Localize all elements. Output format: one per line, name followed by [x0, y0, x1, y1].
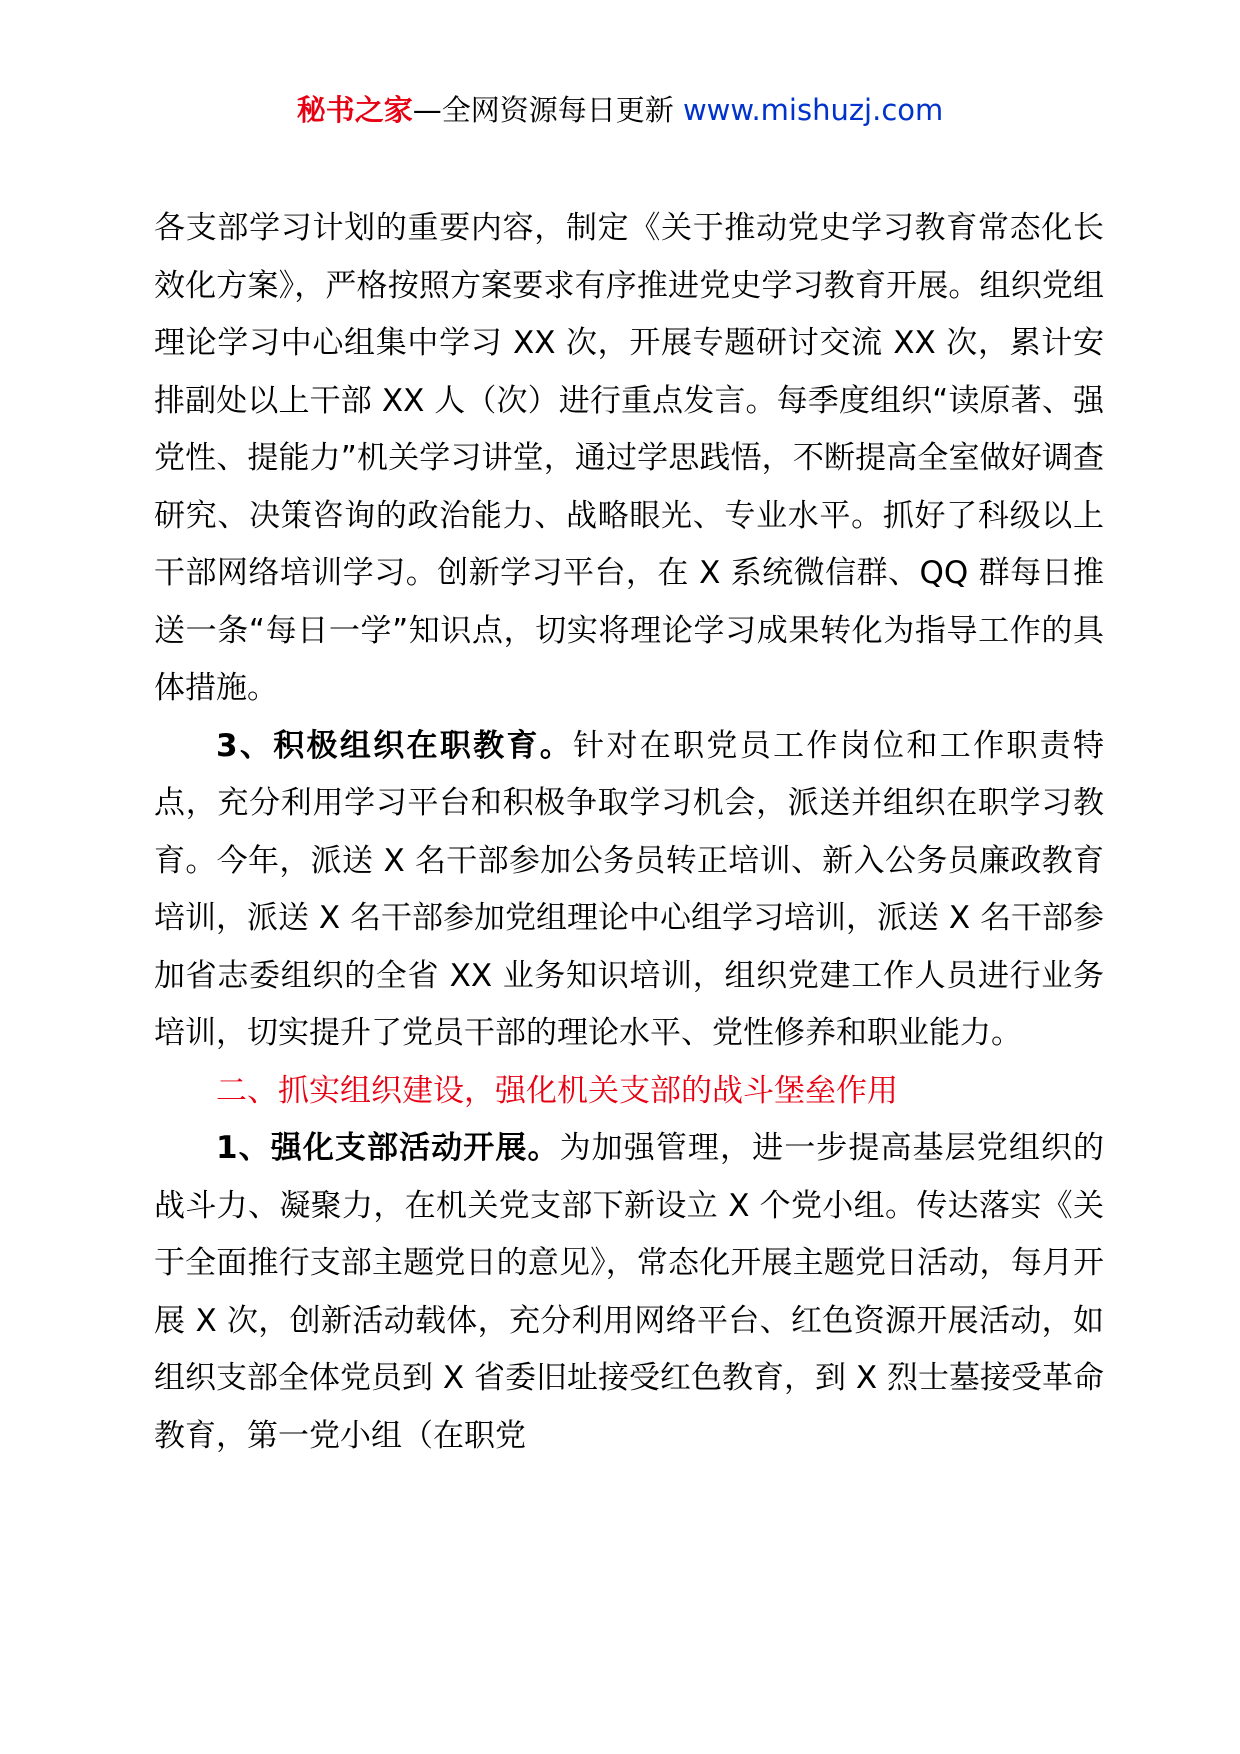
paragraph-text: 为加强管理，进一步提高基层党组织的战斗力、凝聚力，在机关党支部下新设立 X 个党小组。传达落实《关于全面推行支部主题党日的意见》，常态化开展主题党日活动，每月开展 X 次，创新活动载体，充分利用网络平台、红色资源开展活动，如组织支部全体党员到 X 省委旧址接受红色教育，到 X 烈士墓接受革命教育，第一党小组（在职党	[154, 1130, 1104, 1454]
paragraph-branch-activities	[154, 1120, 1104, 1465]
brand-name: 秘书之家	[296, 93, 413, 127]
document-body	[154, 200, 1104, 1465]
website-link[interactable]: www.mishuzj.com	[682, 93, 944, 127]
paragraph-in-service-education	[154, 718, 1104, 1063]
paragraph-study-plan: 各支部学习计划的重要内容，制定《关于推动党史学习教育常态化长效化方案》，严格按照方案要求有序推进党史学习教育开展。组织党组理论学习中心组集中学习 XX 次，开展专题研讨交流 XX 次，累计安排副处以上干部 XX 人（次）进行重点发言。每季度组织“读原著、强党性、提能力”机关学习讲堂，通过学思践悟，不断提高全室做好调查研究、决策咨询的政治能力、战略眼光、专业水平。抓好了科级以上干部网络培训学习。创新学习平台，在 X 系统微信群、QQ 群每日推送一条“每日一学”知识点，切实将理论学习成果转化为指导工作的具体措施。	[154, 210, 1104, 706]
paragraph-lead-heading: 1、强化支部活动开展。	[216, 1130, 560, 1166]
paragraph-lead-heading: 3、积极组织在职教育。	[216, 727, 574, 764]
header-slogan: —全网资源每日更新	[412, 93, 674, 127]
page-header	[0, 88, 1240, 132]
section-heading: 二、抓实组织建设，强化机关支部的战斗堡垒作用	[216, 1072, 898, 1109]
paragraph-text: 针对在职党员工作岗位和工作职责特点，充分利用学习平台和积极争取学习机会，派送并组织在职学习教育。今年，派送 X 名干部参加公务员转正培训、新入公务员廉政教育培训，派送 X 名干部参加党组理论中心组学习培训，派送 X 名干部参加省志委组织的全省 XX 业务知识培训，组织党建工作人员进行业务培训，切实提升了党员干部的理论水平、党性修养和职业能力。	[154, 727, 1104, 1051]
